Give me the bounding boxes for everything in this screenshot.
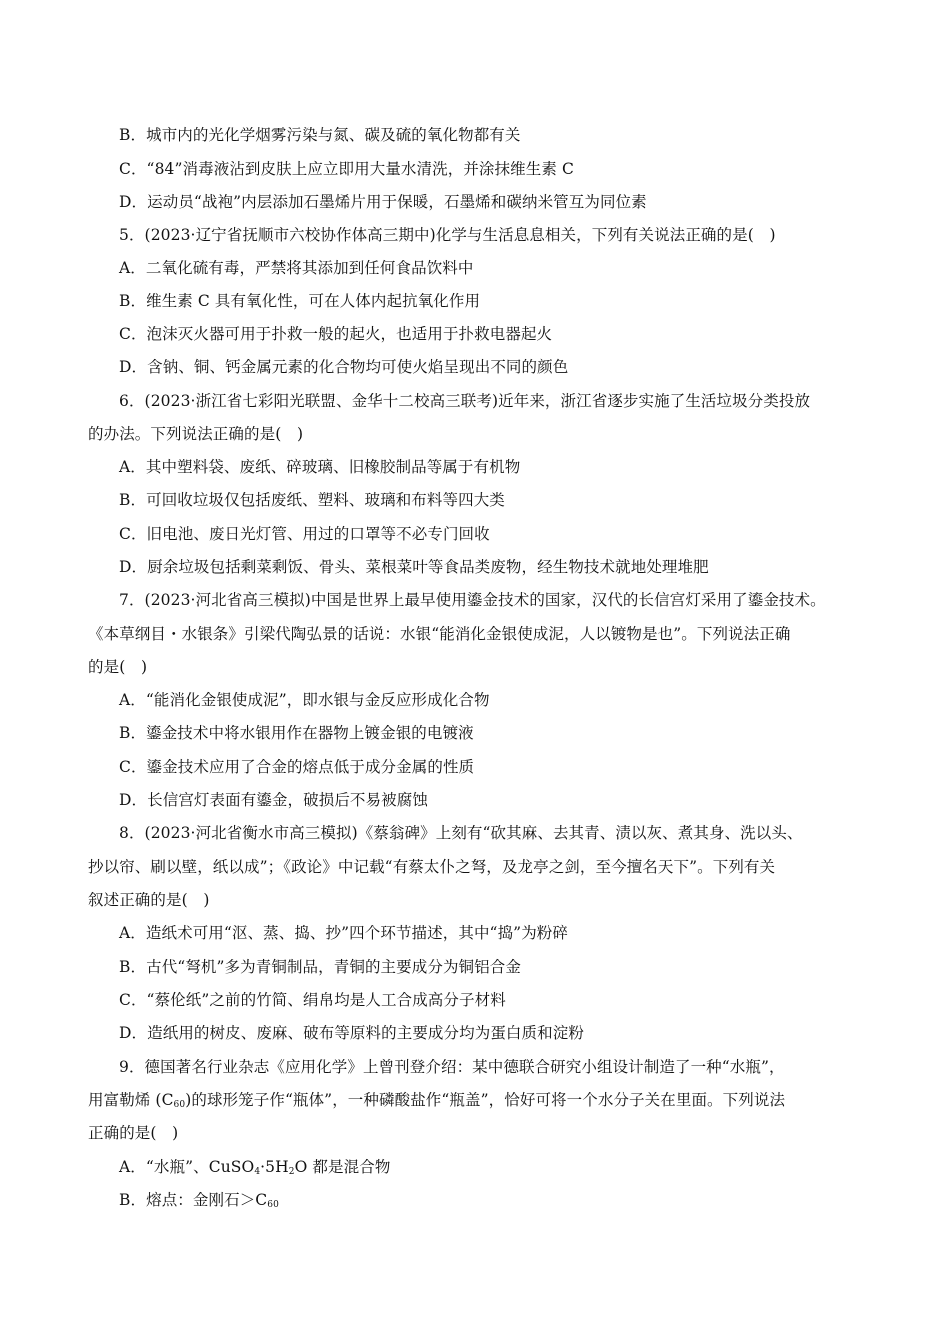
question-6-stem: 6．(2023·浙江省七彩阳光联盟、金华十二校高三联考)近年来，浙江省逐步实施了生活垃圾分类投放 bbox=[119, 392, 811, 410]
option-a-q7: A．“能消化金银使成泥”，即水银与金反应形成化合物 bbox=[119, 691, 490, 709]
option-b-q7: B．鎏金技术中将水银用作在器物上镀金银的电镀液 bbox=[119, 724, 474, 742]
option-c-q4: C．“84”消毒液沾到皮肤上应立即用大量水清洗，并涂抹维生素 C bbox=[119, 160, 574, 178]
option-d-q6: D．厨余垃圾包括剩菜剩饭、骨头、菜根菜叶等食品类废物，经生物技术就地处理堆肥 bbox=[119, 558, 709, 576]
option-b-q8: B．古代“弩机”多为青铜制品，青铜的主要成分为铜铝合金 bbox=[119, 958, 521, 976]
option-c-q5: C．泡沫灭火器可用于扑救一般的起火，也适用于扑救电器起火 bbox=[119, 325, 553, 343]
option-b-q4: B．城市内的光化学烟雾污染与氮、碳及硫的氧化物都有关 bbox=[119, 126, 521, 144]
option-c-q8: C．“蔡伦纸”之前的竹简、绢帛均是人工合成高分子材料 bbox=[119, 991, 506, 1009]
option-a-q5: A．二氧化硫有毒，严禁将其添加到任何食品饮料中 bbox=[119, 259, 474, 277]
option-a-q8: A．造纸术可用“沤、蒸、捣、抄”四个环节描述，其中“捣”为粉碎 bbox=[119, 924, 568, 942]
option-d-q5: D．含钠、铜、钙金属元素的化合物均可使火焰呈现出不同的颜色 bbox=[119, 358, 569, 376]
question-6-stem-cont: 的办法。下列说法正确的是( ) bbox=[88, 425, 304, 443]
question-5-stem: 5．(2023·辽宁省抚顺市六校协作体高三期中)化学与生活息息相关，下列有关说法正确的是( ) bbox=[119, 226, 776, 244]
question-9-stem-end: 正确的是( ) bbox=[88, 1124, 179, 1142]
question-8-stem-cont: 抄以帘、刷以壁，纸以成”；《政论》中记载“有蔡太仆之弩，及龙亭之剑，至今擅名天下”。下列有关 bbox=[88, 858, 776, 876]
option-d-q4: D．运动员“战袍”内层添加石墨烯片用于保暖，石墨烯和碳纳米管互为同位素 bbox=[119, 193, 647, 211]
question-7-stem-end: 的是( ) bbox=[88, 658, 148, 676]
option-b-q5: B．维生素 C 具有氧化性，可在人体内起抗氧化作用 bbox=[119, 292, 481, 310]
option-c-q7: C．鎏金技术应用了合金的熔点低于成分金属的性质 bbox=[119, 758, 475, 776]
question-9-stem: 9．德国著名行业杂志《应用化学》上曾刊登介绍：某中德联合研究小组设计制造了一种“水瓶”， bbox=[119, 1058, 785, 1076]
question-9-stem-cont: 用富勒烯 $(C_{60})$的球形笼子作“瓶体”，一种磷酸盐作“瓶盖”，恰好可将一个水分子关在里面。下列说法 bbox=[88, 1091, 786, 1110]
option-b-q6: B．可回收垃圾仅包括废纸、塑料、玻璃和布料等四大类 bbox=[119, 491, 505, 509]
option-d-q8: D．造纸用的树皮、废麻、破布等原料的主要成分均为蛋白质和淀粉 bbox=[119, 1024, 584, 1042]
option-b-q9: B．熔点：金刚石$>C_{60}$ bbox=[119, 1191, 279, 1210]
question-7-stem-cont: 《本草纲目・水银条》引梁代陶弘景的话说：水银“能消化金银使成泥，人以镀物是也”。下列说法正确 bbox=[88, 625, 791, 643]
option-a-q9: A．“水瓶”、$CuSO_4\cdot 5H_2O$ 都是混合物 bbox=[119, 1158, 391, 1177]
option-c-q6: C．旧电池、废日光灯管、用过的口罩等不必专门回收 bbox=[119, 525, 490, 543]
option-d-q7: D．长信宫灯表面有鎏金，破损后不易被腐蚀 bbox=[119, 791, 428, 809]
question-8-stem-end: 叙述正确的是( ) bbox=[88, 891, 210, 909]
question-8-stem: 8．(2023·河北省衡水市高三模拟)《蔡翁碑》上刻有“砍其麻、去其青、渍以灰、煮其身、洗以头、 bbox=[119, 824, 803, 842]
option-a-q6: A．其中塑料袋、废纸、碎玻璃、旧橡胶制品等属于有机物 bbox=[119, 458, 521, 476]
question-7-stem: 7．(2023·河北省高三模拟)中国是世界上最早使用鎏金技术的国家，汉代的长信宫灯采用了鎏金技术。 bbox=[119, 591, 826, 609]
